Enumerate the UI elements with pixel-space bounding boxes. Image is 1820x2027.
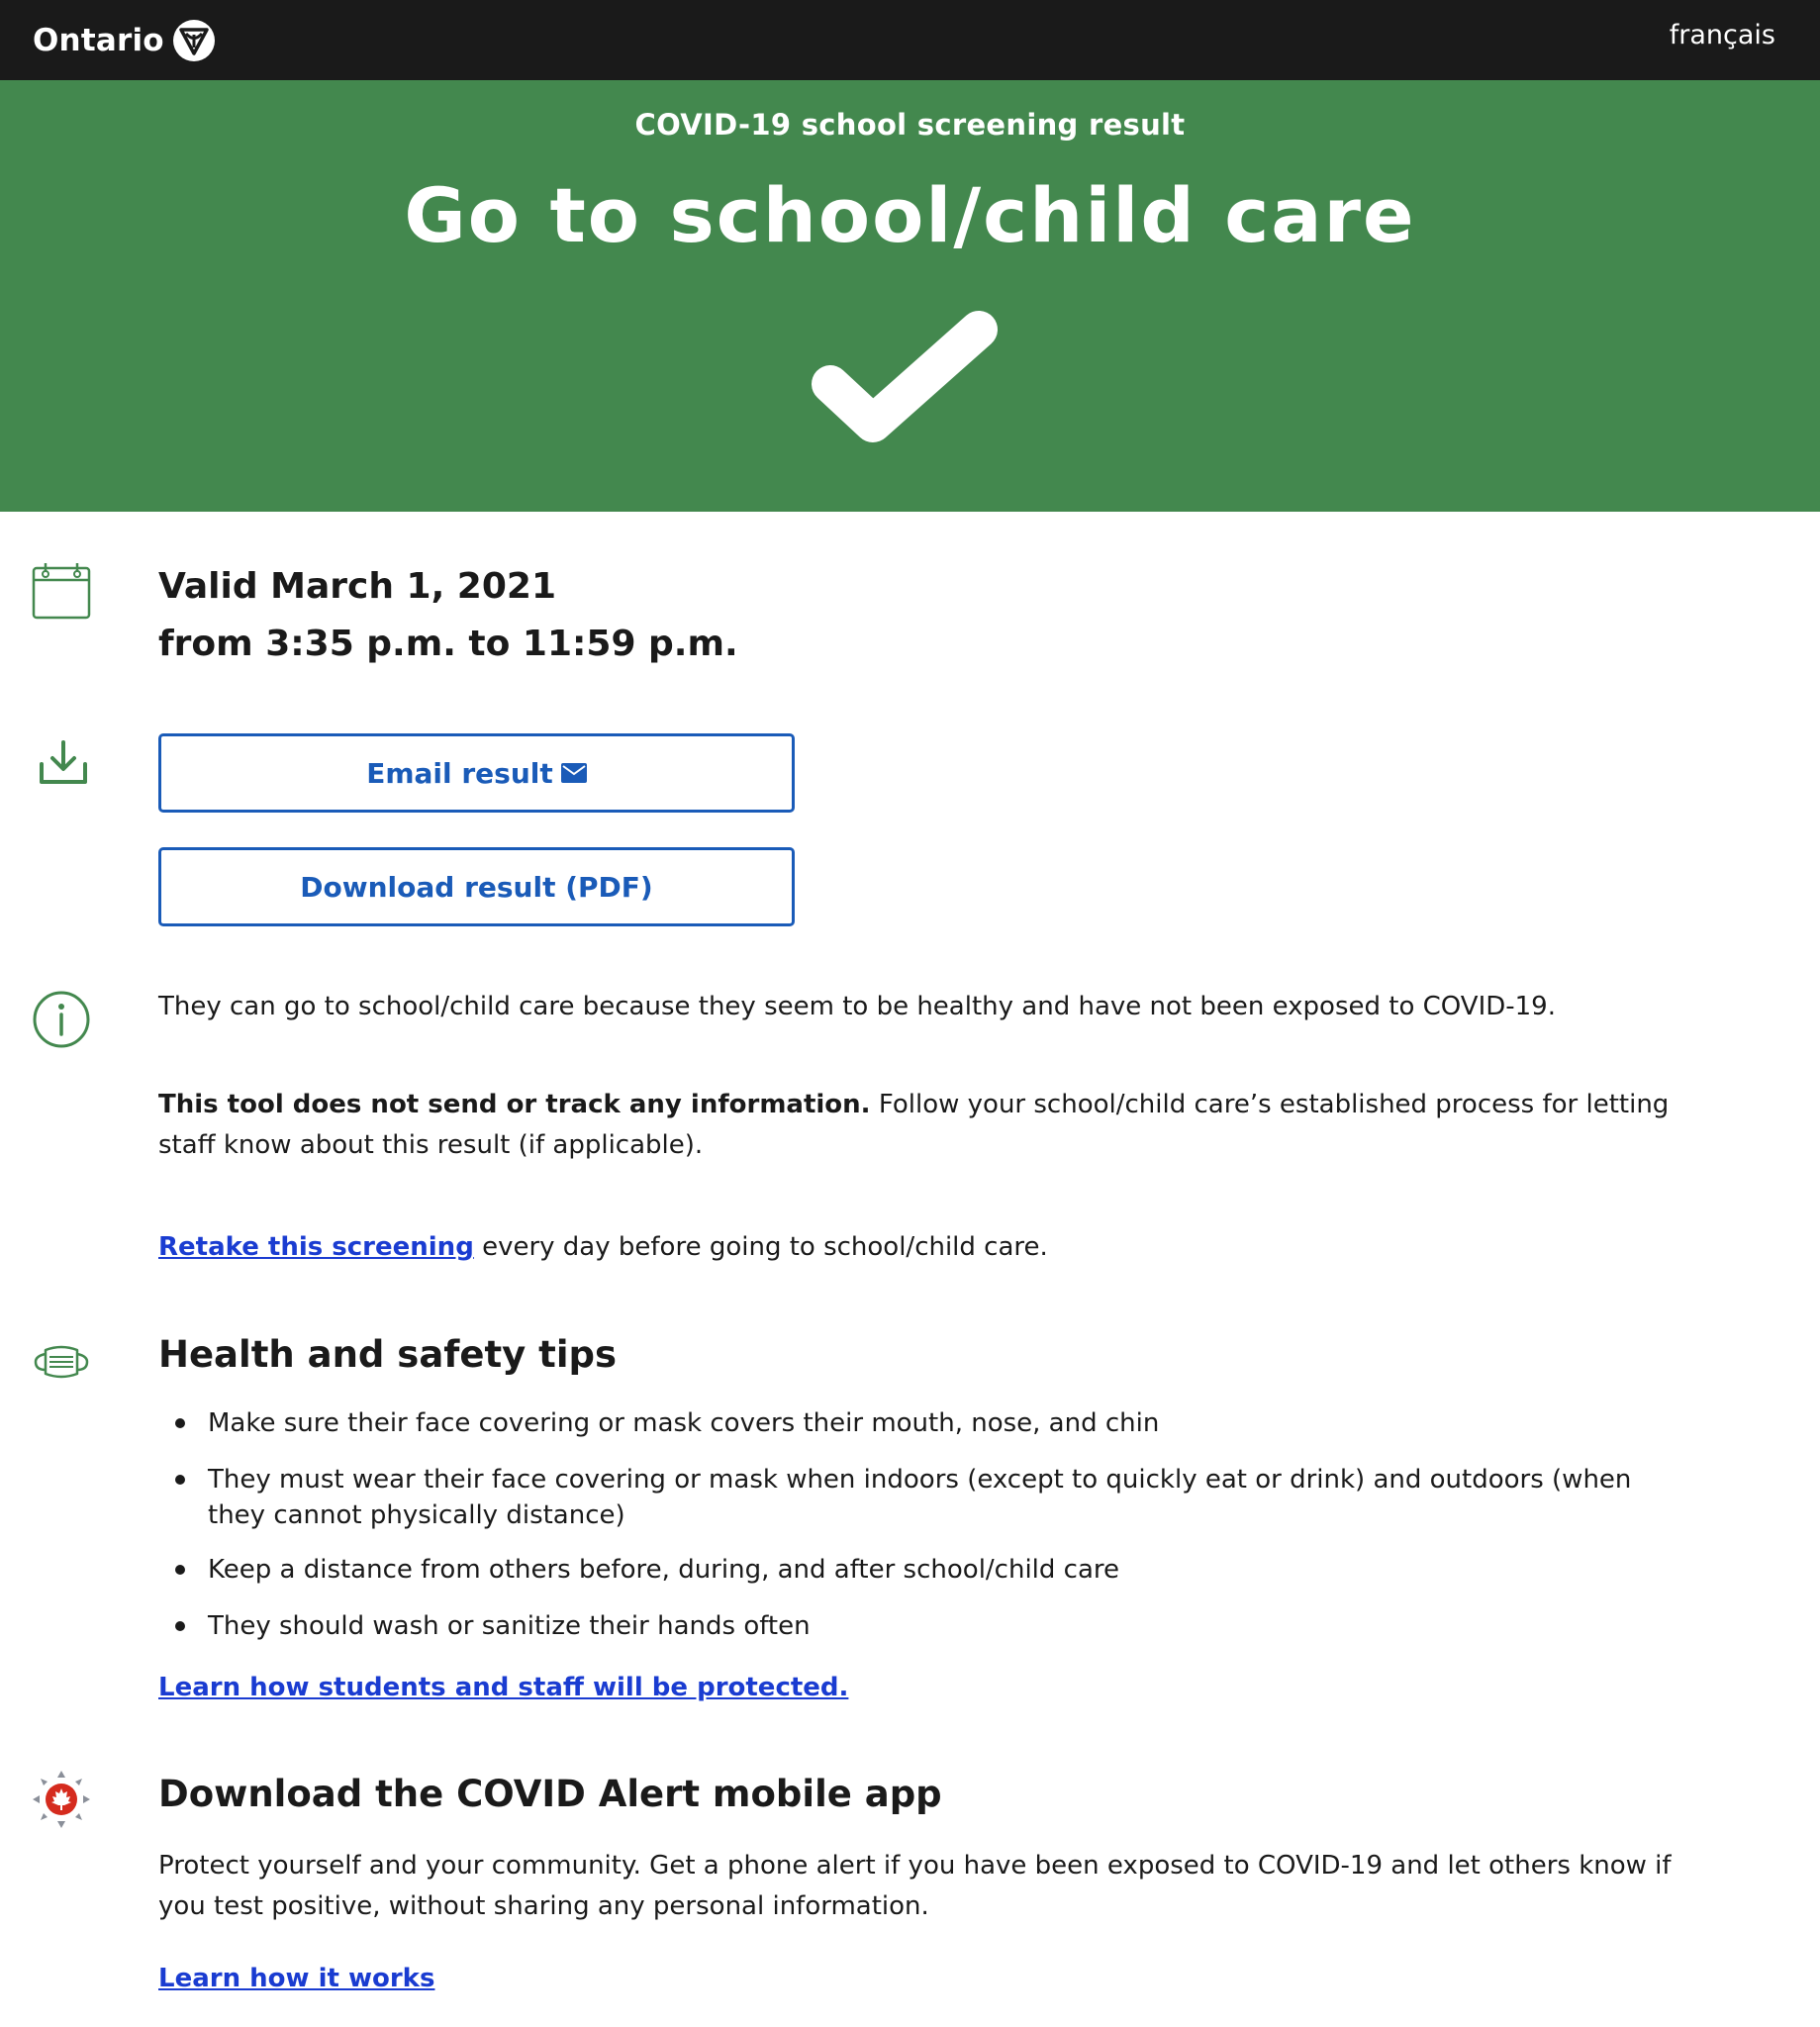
brand-name: Ontario (33, 23, 164, 58)
list-item (158, 1405, 1653, 1441)
app-heading: Download the COVID Alert mobile app (158, 1773, 942, 1815)
retake-notice (158, 1227, 1702, 1268)
ontario-trillium-icon (172, 19, 216, 62)
top-bar (0, 0, 1820, 80)
download-pdf-label: Download result (PDF) (300, 870, 653, 904)
email-result-label: Email result (366, 756, 553, 790)
learn-app-link[interactable]: Learn how it works (158, 1964, 435, 1993)
bullet (175, 1565, 185, 1575)
checkmark-icon (806, 300, 1004, 458)
language-toggle-link[interactable]: français (1669, 20, 1775, 50)
mask-icon (32, 1342, 91, 1382)
app-description: Protect yourself and your community. Get a phone alert if you have been exposed to COVID-19 and let others know if you test positive, without sharing any personal information. (158, 1851, 1672, 1921)
tip-text: They should wash or sanitize their hands often (208, 1611, 811, 1641)
valid-time-range: from 3:35 p.m. to 11:59 p.m. (158, 624, 738, 664)
tips-heading: Health and safety tips (158, 1333, 618, 1376)
privacy-notice-bold: This tool does not send or track any information. (158, 1090, 871, 1119)
download-icon (38, 740, 89, 786)
healthy-message: They can go to school/child care because they seem to be healthy and have not been exposed to COVID-19. (158, 992, 1556, 1021)
info-icon (32, 990, 91, 1049)
bullet (175, 1621, 185, 1631)
result-banner (0, 80, 1820, 512)
ontario-brand[interactable] (33, 16, 216, 65)
list-item (158, 1462, 1653, 1533)
tip-text: Keep a distance from others before, during, and after school/child care (208, 1555, 1120, 1585)
valid-date: Valid March 1, 2021 (158, 566, 556, 607)
privacy-notice (158, 1085, 1702, 1166)
email-result-button[interactable] (158, 733, 795, 813)
retake-screening-link[interactable]: Retake this screening (158, 1232, 474, 1262)
bullet (175, 1418, 185, 1428)
envelope-icon (561, 763, 587, 783)
app-link-line (158, 1959, 1702, 1999)
download-pdf-button[interactable] (158, 847, 795, 926)
learn-protection-link[interactable]: Learn how students and staff will be protected. (158, 1673, 849, 1702)
result-title: Go to school/child care (404, 171, 1416, 259)
result-kicker: COVID-19 school screening result (634, 108, 1186, 142)
calendar-icon (32, 562, 91, 620)
privacy-notice-text: Follow your school/child care’s established process for letting staff know about this result (if applicable). (158, 1090, 1670, 1160)
list-item (158, 1608, 1653, 1644)
list-item (158, 1552, 1653, 1588)
bullet (175, 1475, 185, 1485)
tip-text: Make sure their face covering or mask covers their mouth, nose, and chin (208, 1408, 1160, 1438)
covid-alert-icon (32, 1770, 91, 1829)
protection-link-line (158, 1668, 1702, 1708)
retake-notice-text: every day before going to school/child care. (473, 1232, 1048, 1262)
tip-text: They must wear their face covering or mask when indoors (except to quickly eat or drink) and outdoors (when they cannot physically distance) (208, 1465, 1632, 1530)
